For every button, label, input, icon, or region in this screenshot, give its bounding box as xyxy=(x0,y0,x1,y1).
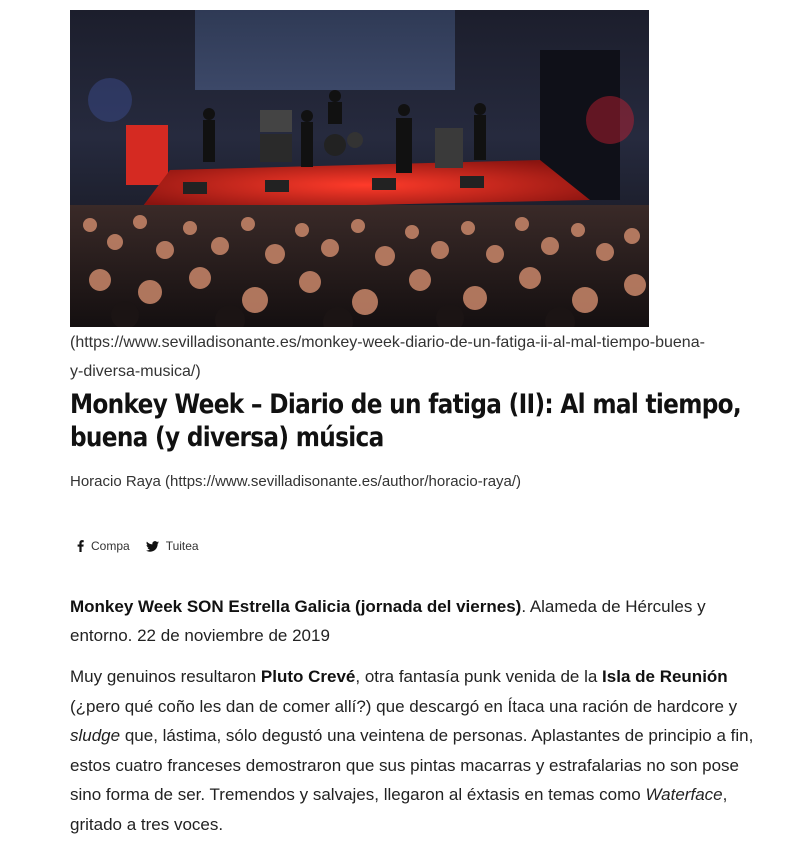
author-url[interactable]: (https://www.sevilladisonante.es/author/horacio-raya/) xyxy=(165,473,522,490)
facebook-share-button[interactable] xyxy=(77,539,130,553)
song-title: Waterface xyxy=(645,785,723,805)
event-details: . Alameda de Hércules y entorno. 22 de noviembre de 2019 xyxy=(70,597,706,645)
place-name: Isla de Reunión xyxy=(602,667,728,686)
twitter-icon xyxy=(146,541,159,552)
band-name: Pluto Crevé xyxy=(260,667,356,686)
paragraph-text-3: (¿pero qué coño les dan de comer allí?) que descargó en Ítaca una ración de hardcore y xyxy=(70,696,738,716)
byline xyxy=(70,470,750,494)
paragraph-text-1: Muy genuinos resultaron xyxy=(70,667,261,686)
event-name: Monkey Week SON Estrella Galicia (jornada del viernes) xyxy=(70,597,522,616)
article-headline: Monkey Week – Diario de un fatiga (II): Al mal tiempo, buena (y diversa) música xyxy=(70,389,742,453)
facebook-icon xyxy=(77,540,84,552)
facebook-share-label: Compa xyxy=(91,539,130,553)
article-paragraph xyxy=(70,662,760,840)
twitter-share-button[interactable] xyxy=(146,539,199,553)
paragraph-text-2: , otra fantasía punk venida de la xyxy=(355,667,603,686)
paragraph-text-5: , gritado a tres voces. xyxy=(70,785,728,834)
twitter-share-label: Tuitea xyxy=(165,539,199,553)
author-name[interactable]: Horacio Raya xyxy=(70,473,161,490)
share-bar xyxy=(77,535,199,557)
genre-term: sludge xyxy=(70,726,121,746)
event-info xyxy=(70,592,750,650)
image-source-link[interactable]: (https://www.sevilladisonante.es/monkey-week-diario-de-un-fatiga-ii-al-mal-tiempo-buena-y-diversa-musica/) xyxy=(70,334,705,380)
paragraph-text-4: que, lástima, sólo degustó una veintena de personas. Aplastantes de principio a fin, estos cuatro franceses demostraron que sus pintas macarras y estrafalarias no son pose sino forma de ser. Tremendos y salvajes, llegaron al éxtasis en temas como xyxy=(70,726,754,805)
concert-photo xyxy=(70,10,649,327)
